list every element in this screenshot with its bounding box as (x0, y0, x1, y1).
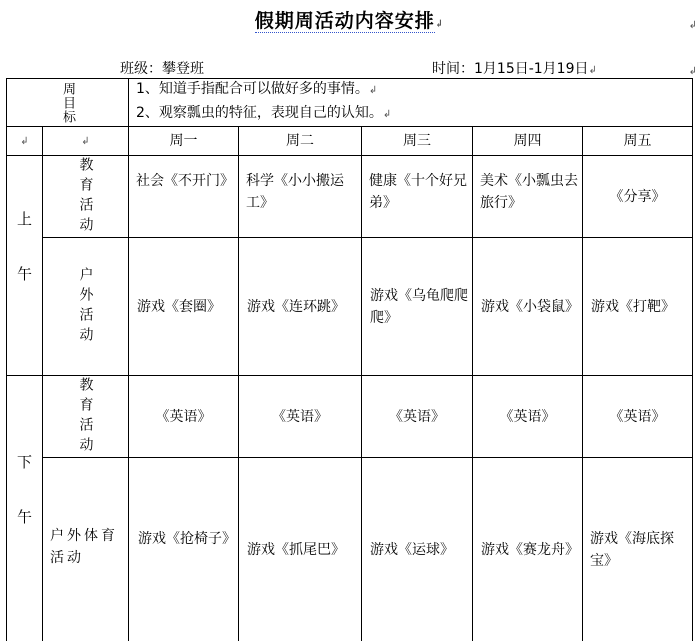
morning-edu-wed (369, 170, 469, 230)
activity-text: 游戏《乌龟爬爬爬》 (370, 287, 468, 326)
day-header-text: 周四 (513, 133, 542, 149)
day-header-text: 周一 (169, 133, 198, 149)
activity-text: 科学《小小搬运工》 (246, 173, 344, 211)
activity-text: 美术《小瓢虫去旅行》 (480, 173, 578, 211)
activity-text: 游戏《海底探宝》 (590, 531, 674, 569)
afternoon-out-label (50, 525, 126, 575)
morning-out-wed (362, 238, 472, 375)
activity-text: 社会《不开门》 (136, 173, 234, 189)
paragraph-mark: ↲ (434, 19, 445, 30)
activity-text: 《英语》 (389, 408, 445, 425)
activity-text: 游戏《小袋鼠》 (481, 298, 579, 315)
afternoon-edu-tue (239, 376, 361, 457)
row-end-marker: ↲ (688, 20, 697, 31)
header-empty-cell (43, 127, 128, 155)
goal-line-1-text: 1、知道手指配合可以做好多的事情。 (136, 81, 369, 97)
goal-line-1 (136, 78, 377, 102)
day-header-text: 周三 (403, 133, 431, 149)
morning-out-mon (129, 238, 238, 375)
goal-line-2 (136, 102, 391, 126)
afternoon-edu-wed (362, 376, 472, 457)
afternoon-label (7, 376, 42, 641)
activity-text: 游戏《抢椅子》 (138, 531, 236, 547)
morning-label-text: 上午 (15, 210, 33, 321)
paragraph-mark: ↲ (382, 109, 392, 120)
paragraph-mark: ↲ (588, 65, 597, 76)
document-title (0, 6, 699, 33)
title-text: 假期周活动内容安排 (254, 10, 435, 32)
afternoon-edu-label (43, 376, 128, 457)
time-label (432, 58, 597, 78)
morning-edu-mon (136, 170, 234, 230)
morning-edu-label (43, 156, 128, 237)
activity-text: 《英语》 (272, 408, 328, 425)
morning-label (7, 156, 42, 375)
afternoon-label-text: 下午 (15, 453, 33, 564)
morning-out-label (43, 238, 128, 375)
class-label: 班级：攀登班 (120, 61, 204, 77)
goal-label (52, 80, 82, 126)
morning-edu-label-text: 教育活动 (77, 156, 94, 237)
day-header-mon (129, 127, 238, 155)
time-text: 时间：1月15日-1月19日 (432, 61, 589, 77)
afternoon-out-mon (138, 528, 236, 578)
activity-text: 游戏《打靶》 (591, 298, 675, 315)
afternoon-out-thu (473, 458, 582, 641)
activity-text: 游戏《运球》 (370, 541, 454, 558)
header-empty-cell (7, 127, 42, 155)
day-header-tue (239, 127, 361, 155)
activity-text: 《分享》 (609, 188, 666, 205)
paragraph-mark: ↲ (368, 85, 378, 96)
morning-out-thu (473, 238, 582, 375)
activity-text: 健康《十个好兄弟》 (369, 173, 467, 211)
activity-text: 《英语》 (499, 408, 556, 425)
day-header-text: 周五 (623, 133, 652, 149)
afternoon-edu-thu (473, 376, 582, 457)
table-border-right (692, 78, 693, 641)
day-header-text: 周二 (286, 133, 314, 149)
afternoon-out-tue (239, 458, 361, 641)
afternoon-edu-mon (129, 376, 238, 457)
afternoon-out-fri (590, 528, 690, 578)
morning-out-label-text: 户外活动 (77, 266, 94, 347)
afternoon-out-label-text: 户外体育活动 (50, 528, 118, 566)
morning-edu-tue (246, 170, 358, 230)
activity-text: 游戏《连环跳》 (247, 298, 345, 315)
morning-out-fri (583, 238, 692, 375)
row-end-marker: ↲ (688, 66, 697, 77)
morning-out-tue (239, 238, 361, 375)
activity-text: 游戏《套圈》 (137, 298, 221, 315)
goal-content (136, 80, 686, 124)
afternoon-out-wed (362, 458, 472, 641)
paragraph-mark: ↲ (81, 135, 90, 147)
activity-text: 《英语》 (155, 408, 212, 425)
activity-text: 《英语》 (609, 408, 666, 425)
activity-text: 游戏《抓尾巴》 (247, 541, 345, 558)
activity-text: 游戏《赛龙舟》 (481, 541, 579, 558)
morning-edu-thu (480, 170, 578, 230)
goal-label-text: 周目标 (60, 82, 75, 124)
day-header-wed (362, 127, 472, 155)
morning-edu-fri (583, 156, 692, 237)
day-header-thu (473, 127, 582, 155)
paragraph-mark: ↲ (20, 135, 29, 147)
goal-line-2-text: 2、观察瓢虫的特征，表现自己的认知。 (136, 105, 383, 121)
afternoon-edu-label-text: 教育活动 (77, 376, 94, 457)
afternoon-edu-fri (583, 376, 692, 457)
day-header-fri (583, 127, 692, 155)
